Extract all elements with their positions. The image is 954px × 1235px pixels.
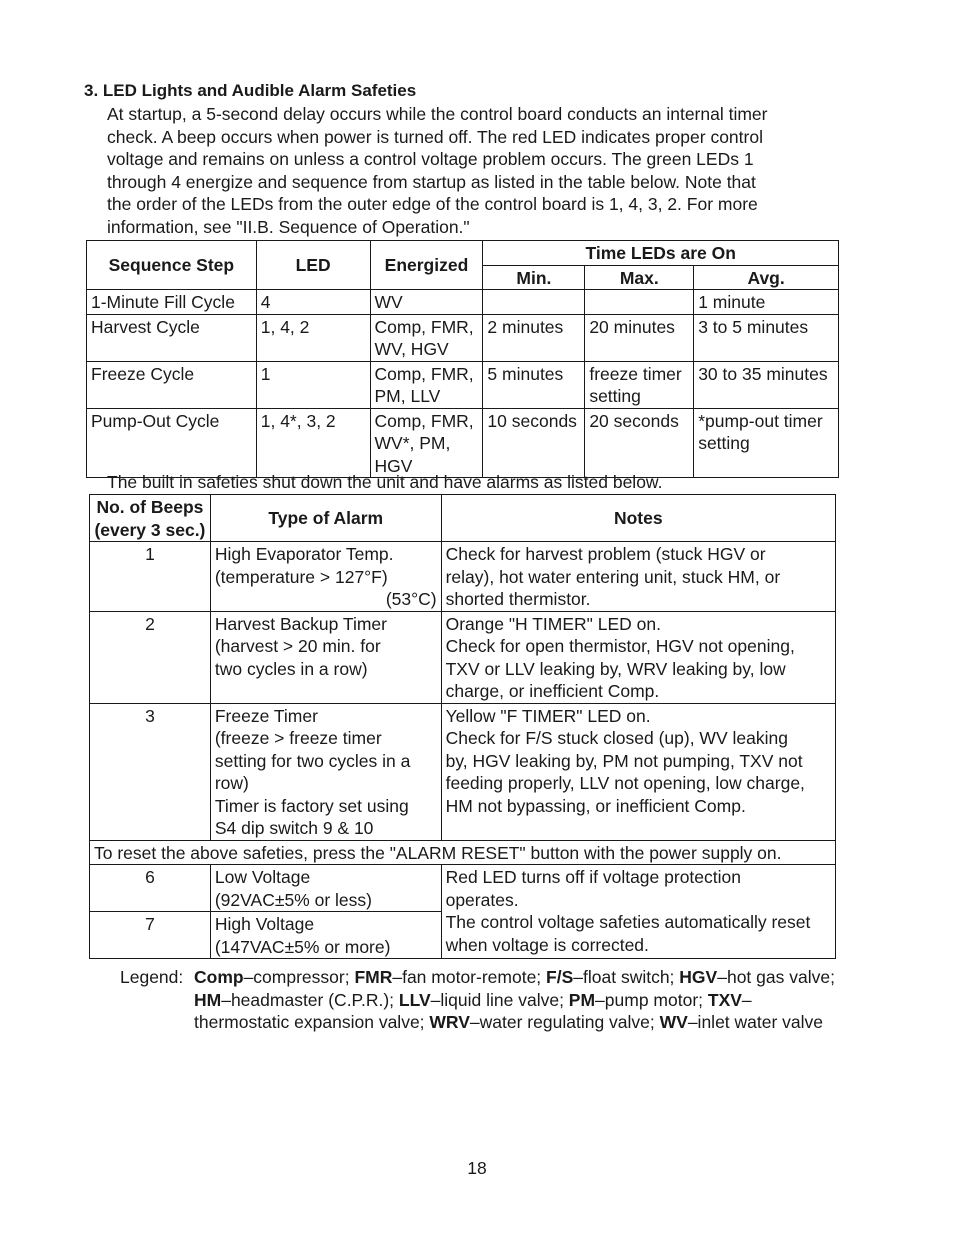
cell-notes: Orange "H TIMER" LED on. Check for open thermistor, HGV not opening, TXV or LLV leaking by, WRV leaking by, low charge, or inefficient Comp.	[441, 611, 835, 703]
cell-led: 4	[256, 290, 370, 315]
led-table-header-row	[87, 241, 839, 266]
cell-energized: Comp, FMR, PM, LLV	[370, 361, 483, 408]
cell-min: 5 minutes	[483, 361, 585, 408]
header-sequence-step: Sequence Step	[87, 241, 257, 290]
legend-desc: –float switch;	[573, 967, 680, 987]
table-row	[90, 865, 836, 912]
cell-beeps: 7	[90, 912, 211, 959]
cell-max	[585, 290, 694, 315]
legend-desc: –liquid line valve;	[430, 989, 569, 1010]
legend-abbr: PM	[568, 989, 596, 1010]
reset-instruction: To reset the above safeties, press the "ALARM RESET" button with the power supply on.	[90, 840, 836, 865]
legend-desc: –headmaster (C.P.R.);	[221, 989, 399, 1010]
cell-step: Pump-Out Cycle	[87, 408, 257, 478]
header-min: Min.	[483, 265, 585, 290]
cell-step: 1-Minute Fill Cycle	[87, 290, 257, 315]
cell-voltage-notes: Red LED turns off if voltage protection operates. The control voltage safeties automatically reset when voltage is corrected.	[441, 865, 835, 959]
legend-abbr: HM	[194, 989, 222, 1010]
table-row	[87, 290, 839, 315]
cell-beeps: 2	[90, 611, 211, 703]
cell-alarm-type: Harvest Backup Timer (harvest > 20 min. for two cycles in a row)	[210, 611, 441, 703]
cell-led: 1, 4, 2	[256, 314, 370, 361]
cell-min	[483, 290, 585, 315]
table-row	[87, 361, 839, 408]
cell-avg: 1 minute	[694, 290, 839, 315]
cell-beeps: 6	[90, 865, 211, 912]
cell-led: 1	[256, 361, 370, 408]
cell-beeps: 1	[90, 542, 211, 612]
legend	[120, 966, 840, 1034]
safeties-note: The built in safeties shut down the unit and have alarms as listed below.	[107, 472, 663, 492]
legend-abbr: FMR	[354, 967, 393, 987]
legend-desc: –hot gas valve;	[717, 967, 835, 987]
header-max: Max.	[585, 265, 694, 290]
cell-max: freeze timer setting	[585, 361, 694, 408]
section-heading: 3. LED Lights and Audible Alarm Safeties	[84, 81, 417, 100]
cell-alarm-type	[210, 542, 441, 612]
legend-label: Legend:	[120, 967, 184, 987]
legend-desc: –water regulating valve;	[469, 1012, 660, 1032]
legend-desc: –compressor;	[243, 967, 355, 987]
intro-paragraph: At startup, a 5-second delay occurs while the control board conducts an internal timer check. A beep occurs when power is turned off. The red LED indicates proper control voltage and remains on unless a control voltage problem occurs. The green LEDs 1 through 4 energize and sequence from startup as listed in the table below. Note that the order of the LEDs from the outer edge of the control board is 1, 4, 3, 2. For more information, see "II.B. Sequence of Operation."	[107, 104, 768, 237]
cell-energized: WV	[370, 290, 483, 315]
alarm-table	[89, 494, 836, 959]
legend-desc: –pump motor;	[595, 989, 708, 1010]
header-notes: Notes	[441, 495, 835, 542]
header-led: LED	[256, 241, 370, 290]
table-row	[87, 408, 839, 478]
legend-abbr: HGV	[679, 967, 718, 987]
page-number: 18	[467, 1158, 487, 1178]
alarm-table-header-row	[90, 495, 836, 542]
legend-desc: –inlet water valve	[687, 1012, 824, 1032]
cell-avg: 3 to 5 minutes	[694, 314, 839, 361]
reset-row	[90, 840, 836, 865]
legend-abbr: WRV	[429, 1012, 470, 1032]
cell-avg: 30 to 35 minutes	[694, 361, 839, 408]
cell-energized: Comp, FMR, WV*, PM, HGV	[370, 408, 483, 478]
cell-step: Freeze Cycle	[87, 361, 257, 408]
header-time-leds-on: Time LEDs are On	[483, 241, 839, 266]
legend-desc: –fan motor-remote;	[392, 967, 547, 987]
legend-abbr: LLV	[398, 989, 431, 1010]
table-row	[90, 703, 836, 840]
alarm-type-text: High Evaporator Temp. (temperature > 127°F)	[214, 544, 394, 587]
cell-energized: Comp, FMR, WV, HGV	[370, 314, 483, 361]
legend-abbr: F/S	[546, 967, 574, 987]
legend-abbr: WV	[659, 1012, 688, 1032]
header-avg: Avg.	[694, 265, 839, 290]
table-row	[90, 611, 836, 703]
header-type-of-alarm: Type of Alarm	[210, 495, 441, 542]
legend-abbr: Comp	[194, 967, 244, 987]
header-energized: Energized	[370, 241, 483, 290]
table-row	[87, 314, 839, 361]
legend-entries	[120, 966, 840, 1034]
led-sequence-table	[86, 240, 839, 478]
table-row	[90, 542, 836, 612]
cell-notes: Check for harvest problem (stuck HGV or relay), hot water entering unit, stuck HM, or shorted thermistor.	[441, 542, 835, 612]
cell-min: 2 minutes	[483, 314, 585, 361]
header-no-of-beeps: No. of Beeps (every 3 sec.)	[90, 495, 211, 542]
cell-alarm-type: Freeze Timer (freeze > freeze timer setting for two cycles in a row) Timer is factory set using S4 dip switch 9 & 10	[210, 703, 441, 840]
legend-abbr: TXV	[707, 989, 742, 1010]
cell-alarm-type: Low Voltage (92VAC±5% or less)	[210, 865, 441, 912]
cell-step: Harvest Cycle	[87, 314, 257, 361]
cell-alarm-type: High Voltage (147VAC±5% or more)	[210, 912, 441, 959]
cell-beeps: 3	[90, 703, 211, 840]
cell-led: 1, 4*, 3, 2	[256, 408, 370, 478]
cell-min: 10 seconds	[483, 408, 585, 478]
cell-notes: Yellow "F TIMER" LED on. Check for F/S stuck closed (up), WV leaking by, HGV leaking by, PM not pumping, TXV not feeding properly, LLV not opening, low charge, HM not bypassing, or inefficient Comp.	[441, 703, 835, 840]
cell-avg: *pump-out timer setting	[694, 408, 839, 478]
alarm-type-celsius: (53°C)	[385, 589, 437, 609]
cell-max: 20 minutes	[585, 314, 694, 361]
legend-desc: –thermostatic expansion valve;	[194, 989, 752, 1032]
cell-max: 20 seconds	[585, 408, 694, 478]
